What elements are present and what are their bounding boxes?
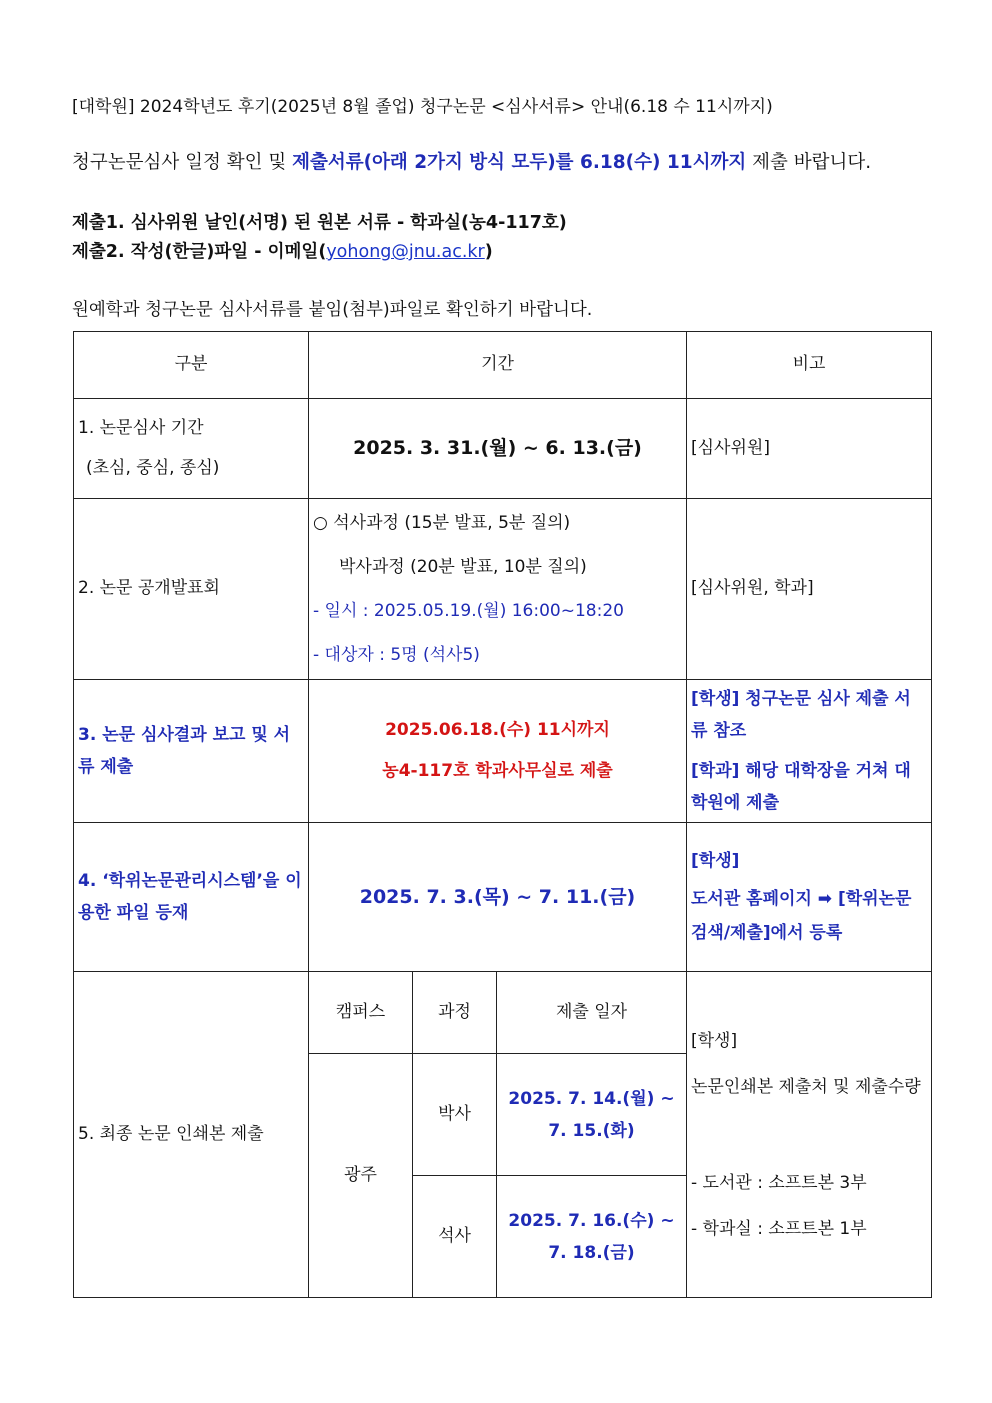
table-row xyxy=(74,680,932,823)
row5-remarks-dept: - 학과실 : 소프트본 1부 xyxy=(691,1218,867,1239)
row5-header-course: 과정 xyxy=(413,972,497,1054)
row5-header-campus: 캠퍼스 xyxy=(309,972,413,1054)
header-remarks: 비고 xyxy=(687,332,932,399)
row4-category: 4. ‘학위논문관리시스템’을 이용한 파일 등재 xyxy=(74,823,309,972)
page-title: [대학원] 2024학년도 후기(2025년 8월 졸업) 청구논문 <심사서류> 안내(6.18 수 11시까지) xyxy=(72,97,773,117)
row3-category: 3. 논문 심사결과 보고 및 서류 제출 xyxy=(74,680,309,823)
row1-remarks: [심사위원] xyxy=(687,399,932,499)
row1-period: 2025. 3. 31.(월) ~ 6. 13.(금) xyxy=(309,399,687,499)
row1-category-line2: (초심, 중심, 종심) xyxy=(86,457,220,478)
row5-master-label: 석사 xyxy=(413,1176,497,1298)
table-row xyxy=(74,399,932,499)
submit2-text xyxy=(72,238,493,263)
row5-header-date: 제출 일자 xyxy=(497,972,687,1054)
intro-post: 제출 바랍니다. xyxy=(746,152,872,173)
row1-category xyxy=(74,399,309,499)
row3-remarks-student: [학생] 청구논문 심사 제출 서류 참조 xyxy=(691,689,911,741)
row5-campus: 광주 xyxy=(309,1054,413,1298)
row2-datetime: - 일시 : 2025.05.19.(월) 16:00~18:20 xyxy=(313,601,624,621)
row5-master-date-end: 7. 18.(금) xyxy=(548,1242,635,1263)
row5-master-date xyxy=(497,1176,687,1298)
row2-targets: - 대상자 : 5명 (석사5) xyxy=(313,645,480,665)
row2-remarks: [심사위원, 학과] xyxy=(687,499,932,680)
row5-doctor-date-start: 2025. 7. 14.(월) ~ xyxy=(508,1088,675,1109)
row2-master: ○ 석사과정 (15분 발표, 5분 질의) xyxy=(313,513,571,533)
table-row xyxy=(74,499,932,680)
intro-text xyxy=(72,148,871,174)
header-category: 구분 xyxy=(74,332,309,399)
row5-remarks-student: [학생] xyxy=(691,1030,738,1051)
row3-deadline: 2025.06.18.(수) 11시까지 xyxy=(385,719,610,740)
row4-remarks xyxy=(687,823,932,972)
row5-remarks-desc: 논문인쇄본 제출처 및 제출수량 xyxy=(691,1076,921,1097)
row3-remarks-dept: [학과] 해당 대학장을 거쳐 대학원에 제출 xyxy=(691,761,911,813)
intro-pre: 청구논문심사 일정 확인 및 xyxy=(72,152,293,173)
row3-period xyxy=(309,680,687,823)
submit1-text: 제출1. 심사위원 날인(서명) 된 원본 서류 - 학과실(농4-117호) xyxy=(72,213,567,233)
table-row xyxy=(74,972,932,1054)
schedule-table xyxy=(73,331,932,1298)
submit2-pre: 제출2. 작성(한글)파일 - 이메일( xyxy=(72,242,327,262)
row4-remarks-student: [학생] xyxy=(691,851,740,871)
table-row xyxy=(74,823,932,972)
row4-remarks-detail: 도서관 홈페이지 ➡ [학위논문검색/제출]에서 등록 xyxy=(691,889,912,943)
row5-category: 5. 최종 논문 인쇄본 제출 xyxy=(74,972,309,1298)
attachment-note: 원예학과 청구논문 심사서류를 붙임(첨부)파일로 확인하기 바랍니다. xyxy=(72,300,593,320)
row5-doctor-label: 박사 xyxy=(413,1054,497,1176)
row2-period xyxy=(309,499,687,680)
intro-highlight: 제출서류(아래 2가지 방식 모두)를 6.18(수) 11시까지 xyxy=(292,152,747,173)
row4-period: 2025. 7. 3.(목) ~ 7. 11.(금) xyxy=(309,823,687,972)
row1-category-line1: 1. 논문심사 기간 xyxy=(78,418,204,438)
row5-remarks xyxy=(687,972,932,1298)
row5-doctor-date xyxy=(497,1054,687,1176)
table-header-row xyxy=(74,332,932,399)
row3-place: 농4-117호 학과사무실로 제출 xyxy=(382,761,613,781)
submit2-post: ) xyxy=(484,242,493,262)
email-link[interactable]: yohong@jnu.ac.kr xyxy=(326,242,485,262)
header-period: 기간 xyxy=(309,332,687,399)
row2-doctor: 박사과정 (20분 발표, 10분 질의) xyxy=(339,557,587,577)
row5-doctor-date-end: 7. 15.(화) xyxy=(548,1120,635,1141)
row2-category: 2. 논문 공개발표회 xyxy=(74,499,309,680)
row5-remarks-library: - 도서관 : 소프트본 3부 xyxy=(691,1172,867,1193)
row3-remarks xyxy=(687,680,932,823)
row5-master-date-start: 2025. 7. 16.(수) ~ xyxy=(508,1210,675,1231)
